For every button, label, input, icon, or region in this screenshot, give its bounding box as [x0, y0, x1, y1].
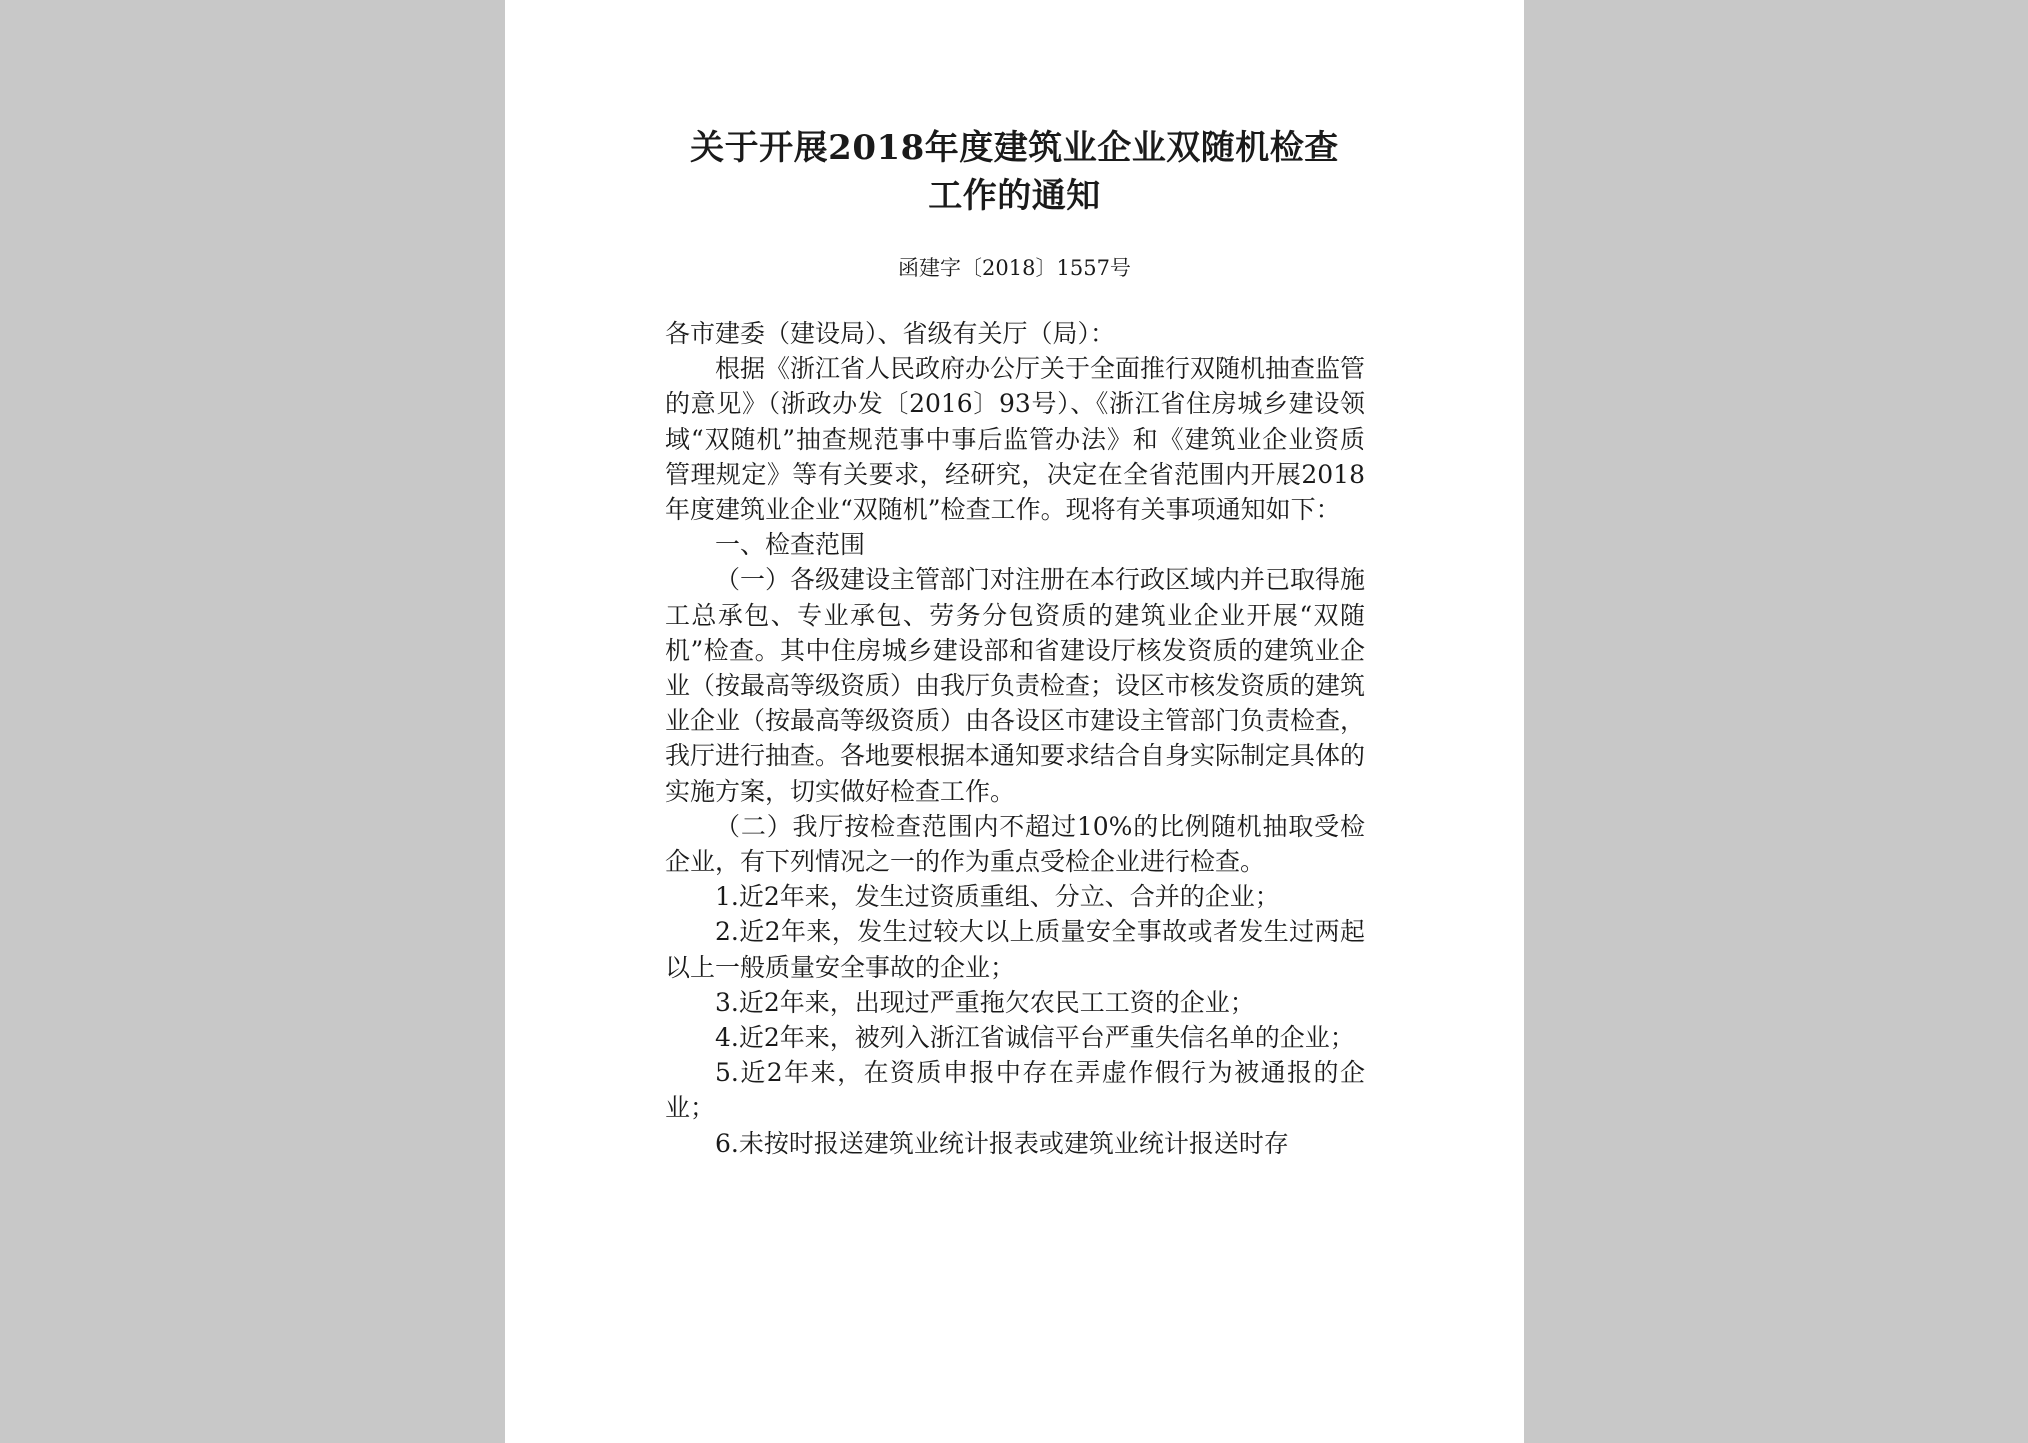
list-item-1: 1.近2年来，发生过资质重组、分立、合并的企业； — [715, 882, 1280, 912]
list-item-4: 4.近2年来，被列入浙江省诚信平台严重失信名单的企业； — [715, 1023, 1355, 1053]
document-title-line-2: 工作的通知 — [928, 176, 1101, 216]
list-item-5: 5.近2年来，在资质申报中存在弄虚作假行为被通报的企业； — [665, 1058, 1365, 1123]
list-item-3: 3.近2年来，出现过严重拖欠农民工工资的企业； — [715, 987, 1255, 1017]
document-title-line-1: 关于开展2018年度建筑业企业双随机检查 — [690, 128, 1339, 168]
section-heading-scope: 一、检查范围 — [715, 530, 866, 560]
document-page — [505, 0, 1524, 1443]
paragraph-scope-2: （二）我厅按检查范围内不超过10%的比例随机抽取受检企业，有下列情况之一的作为重点受检企业进行检查。 — [665, 811, 1365, 877]
salutation: 各市建委（建设局）、省级有关厅（局）： — [665, 319, 1116, 348]
document-number: 函建字〔2018〕1557号 — [898, 256, 1131, 280]
list-item-6: 6.未按时报送建筑业统计报表或建筑业统计报送时存 — [715, 1128, 1289, 1158]
document-body — [665, 316, 1365, 1161]
paragraph-intro: 根据《浙江省人民政府办公厅关于全面推行双随机抽查监管的意见》（浙政办发〔2016〕93号）、《浙江省住房城乡建设领域“双随机”抽查规范事中事后监管办法》和《建筑业企业资质管理规定》等有关要求，经研究，决定在全省范围内开展2018年度建筑业企业“双随机”检查工作。现将有关事项通知如下： — [665, 354, 1366, 525]
list-item-2: 2.近2年来，发生过较大以上质量安全事故或者发生过两起以上一般质量安全事故的企业； — [665, 917, 1365, 982]
paragraph-scope-1: （一）各级建设主管部门对注册在本行政区域内并已取得施工总承包、专业承包、劳务分包资质的建筑业企业开展“双随机”检查。其中住房城乡建设部和省建设厅核发资质的建筑业企业（按最高等级资质）由我厅负责检查；设区市核发资质的建筑业企业（按最高等级资质）由各设区市建设主管部门负责检查，我厅进行抽查。各地要根据本通知要求结合自身实际制定具体的实施方案，切实做好检查工作。 — [665, 565, 1366, 806]
